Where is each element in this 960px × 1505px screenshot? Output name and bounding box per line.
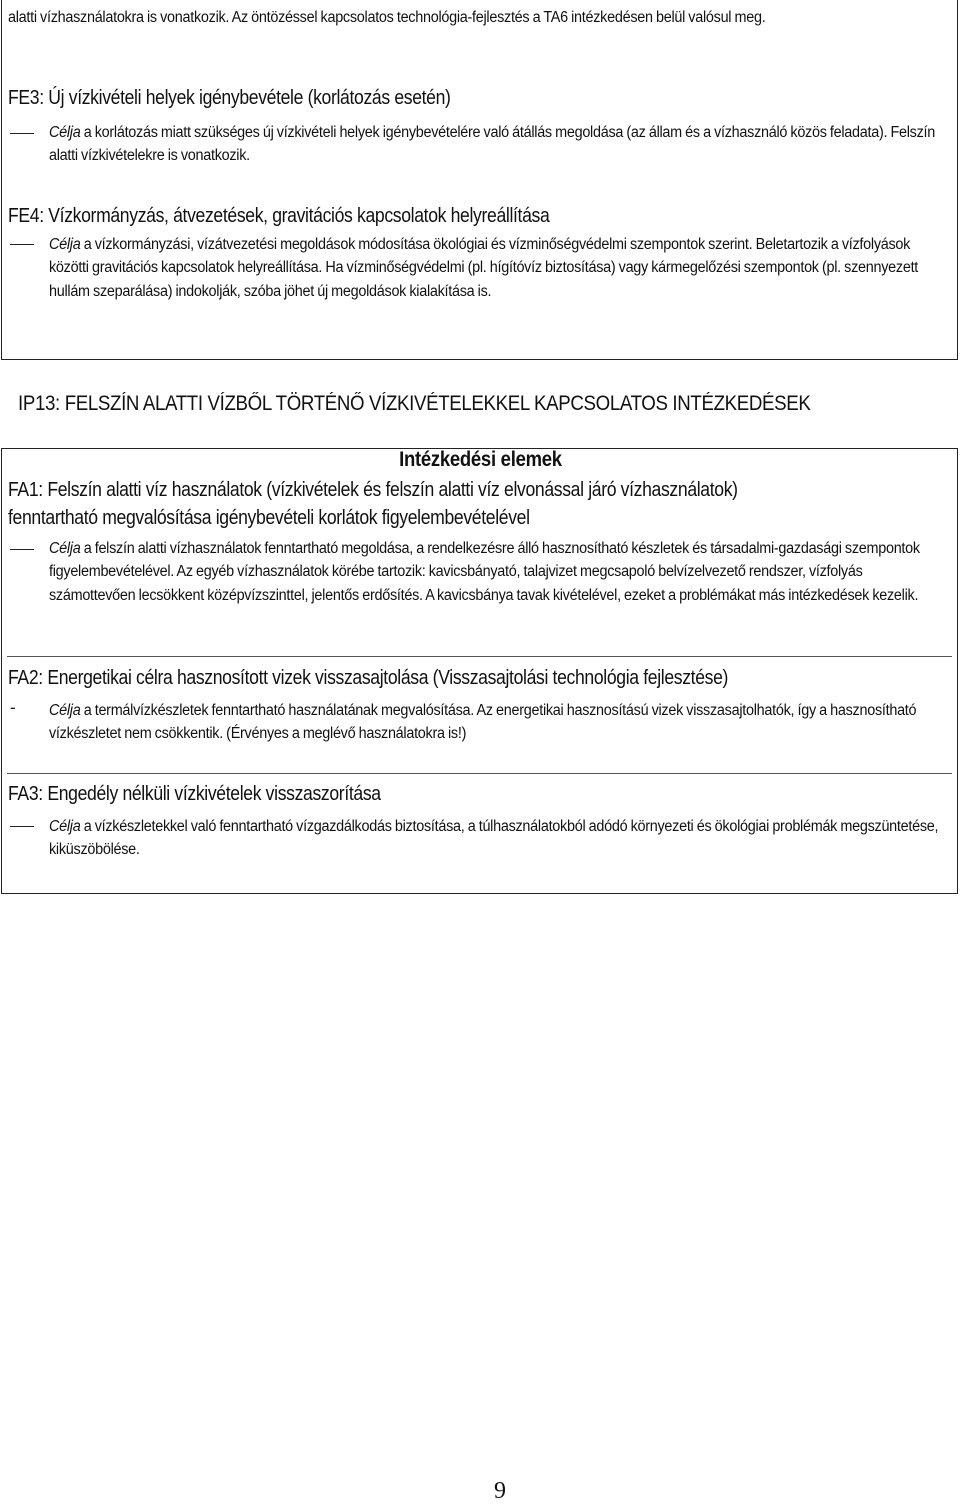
fa1-title-line2: fenntartható megvalósítása igénybevételi korlátok figyelembevételével xyxy=(8,507,530,529)
fe3-title: FE3: Új vízkivételi helyek igénybevétele (korlátozás esetén) xyxy=(8,87,451,109)
page-number: 9 xyxy=(494,1478,506,1504)
fa3-description xyxy=(49,815,946,862)
fa3-celja: Célja xyxy=(49,818,81,835)
dash-bullet-icon xyxy=(10,826,34,827)
dash-bullet-icon xyxy=(10,549,34,550)
fa2-celja: Célja xyxy=(49,702,81,719)
fa3-title: FA3: Engedély nélküli vízkivételek visszaszorítása xyxy=(8,783,381,805)
ip13-title: IP13: FELSZÍN ALATTI VÍZBŐL TÖRTÉNŐ VÍZKIVÉTELEKKEL KAPCSOLATOS INTÉZKEDÉSEK xyxy=(18,392,811,415)
fa2-description xyxy=(49,699,946,746)
dash-bullet-icon xyxy=(10,244,34,245)
section-divider xyxy=(7,656,952,657)
elements-heading-text: Intézkedési elemek xyxy=(398,448,562,471)
fe4-text: a vízkormányzási, vízátvezetési megoldások módosítása ökológiai és vízminőségvédelmi szempontok szerint. Beletartozik a vízfolyások közötti gravitációs kapcsolatok helyreállítása. Ha vízminőségvédelmi (pl. hígítóvíz biztosítása) vagy kármegelőzési szempontok (pl. szennyezett hullám szeparálása) indokolják, szóba jöhet új megoldások kialakítása is. xyxy=(49,236,919,300)
fe3-description xyxy=(49,121,946,168)
fe3-text: a korlátozás miatt szükséges új vízkivételi helyek igénybevételére való átállás megoldása (az állam és a vízhasználó közös feladata). Felszín alatti vízkivételekre is vonatkozik. xyxy=(49,124,935,165)
fa3-text: a vízkészletekkel való fenntartható vízgazdálkodás biztosítása, a túlhasználatokból adódó környezeti és ökológiai problémák megszüntetése, kiküszöbölése. xyxy=(49,818,939,859)
fe4-description xyxy=(49,233,946,303)
fa2-text: a termálvízkészletek fenntartható használatának megvalósítása. Az energetikai hasznosítású vizek visszasajtolhatók, így a hasznosítható vízkészletet nem csökkentik. (Érvényes a meglévő használatokra is!) xyxy=(49,702,917,743)
measures-box-continued xyxy=(1,0,958,360)
dash-bullet-icon xyxy=(10,133,34,134)
fa1-celja: Célja xyxy=(49,540,81,557)
elements-heading xyxy=(0,448,960,472)
fe4-celja: Célja xyxy=(49,236,81,253)
fa1-title-line1: FA1: Felszín alatti víz használatok (vízkivételek és felszín alatti víz elvonással járó vízhasználatok) xyxy=(8,479,738,501)
fa1-description xyxy=(49,537,946,607)
section-divider xyxy=(7,773,952,774)
fe3-celja: Célja xyxy=(49,124,81,141)
fe4-title: FE4: Vízkormányzás, átvezetések, gravitációs kapcsolatok helyreállítása xyxy=(8,205,550,227)
fa2-bullet: - xyxy=(10,698,16,717)
continuation-text: alatti vízhasználatokra is vonatkozik. Az öntözéssel kapcsolatos technológia-fejlesztés a TA6 intézkedésen belül valósul meg. xyxy=(8,9,766,26)
fa2-title: FA2: Energetikai célra hasznosított vizek visszasajtolása (Visszasajtolási technológia fejlesztése) xyxy=(8,667,729,689)
fa1-text: a felszín alatti vízhasználatok fenntartható megoldása, a rendelkezésre álló hasznosítható készletek és társadalmi-gazdasági szempontok figyelembevételével. Az egyéb vízhasználatok körébe tartozik: kavicsbányató, talajvizet megcsapoló belvízelvezető rendszer, vízfolyás számottevően lecsökkent középvízszinttel, jelentős erdősítés. A kavicsbánya tavak kivételével, ezeket a problémákat más intézkedések kezelik. xyxy=(49,540,920,604)
